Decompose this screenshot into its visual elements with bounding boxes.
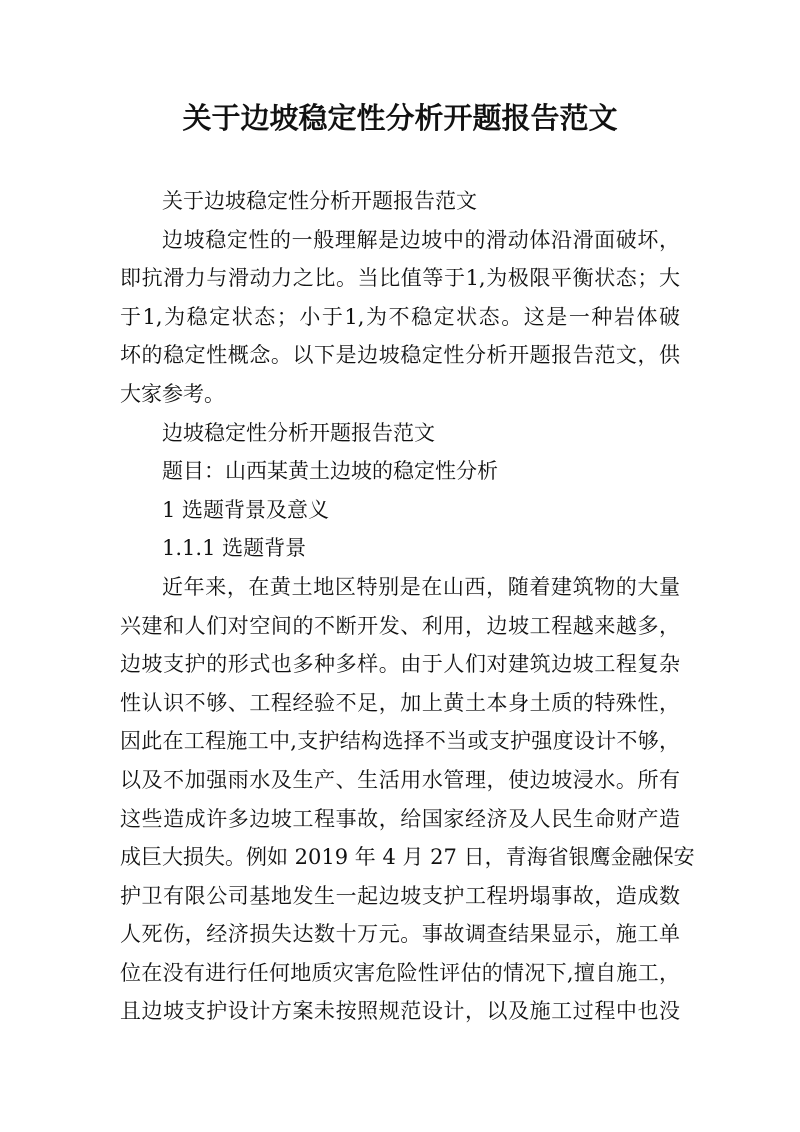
paragraph-line: 兴建和人们对空间的不断开发、利用，边坡工程越来越多，: [120, 613, 680, 638]
paragraph-line: 人死伤，经济损失达数十万元。事故调查结果显示，施工单: [120, 922, 680, 947]
paragraph-line: 坏的稳定性概念。以下是边坡稳定性分析开题报告范文，供: [120, 343, 680, 368]
paragraph-line: 护卫有限公司基地发生一起边坡支护工程坍塌事故，造成数: [120, 883, 680, 908]
paragraph-line: 成巨大损失。例如 2019 年 4 月 27 日，青海省银鹰金融保安: [120, 845, 695, 870]
paragraph-line: 且边坡支护设计方案未按照规范设计，以及施工过程中也没: [120, 999, 680, 1024]
paragraph-line: 性认识不够、工程经验不足，加上黄土本身土质的特殊性，: [120, 690, 680, 715]
paragraph-line: 这些造成许多边坡工程事故，给国家经济及人民生命财产造: [120, 806, 680, 831]
paragraph-line: 边坡稳定性的一般理解是边坡中的滑动体沿滑面破坏，: [162, 227, 680, 252]
paragraph-line: 边坡支护的形式也多种多样。由于人们对建筑边坡工程复杂: [120, 652, 680, 677]
paragraph-line: 因此在工程施工中,支护结构选择不当或支护强度设计不够，: [120, 729, 680, 754]
section-heading: 1 选题背景及意义: [162, 497, 330, 522]
paragraph-line: 位在没有进行任何地质灾害危险性评估的情况下,擅自施工，: [120, 960, 680, 985]
document-title: 关于边坡稳定性分析开题报告范文: [182, 101, 618, 135]
subsection-heading: 1.1.1 选题背景: [162, 536, 307, 561]
paragraph-line: 于1,为稳定状态；小于1,为不稳定状态。这是一种岩体破: [120, 304, 680, 329]
document-body: [120, 182, 695, 1031]
section-title: 边坡稳定性分析开题报告范文: [162, 420, 435, 445]
paragraph-line: 以及不加强雨水及生产、生活用水管理，使边坡浸水。所有: [120, 767, 680, 792]
intro-heading: 关于边坡稳定性分析开题报告范文: [162, 189, 477, 213]
paragraph-line: 即抗滑力与滑动力之比。当比值等于1,为极限平衡状态；大: [120, 266, 680, 291]
topic-line: 题目：山西某黄土边坡的稳定性分析: [162, 459, 498, 484]
paragraph-line: 近年来，在黄土地区特别是在山西，随着建筑物的大量: [162, 574, 680, 599]
paragraph-line: 大家参考。: [120, 381, 225, 406]
